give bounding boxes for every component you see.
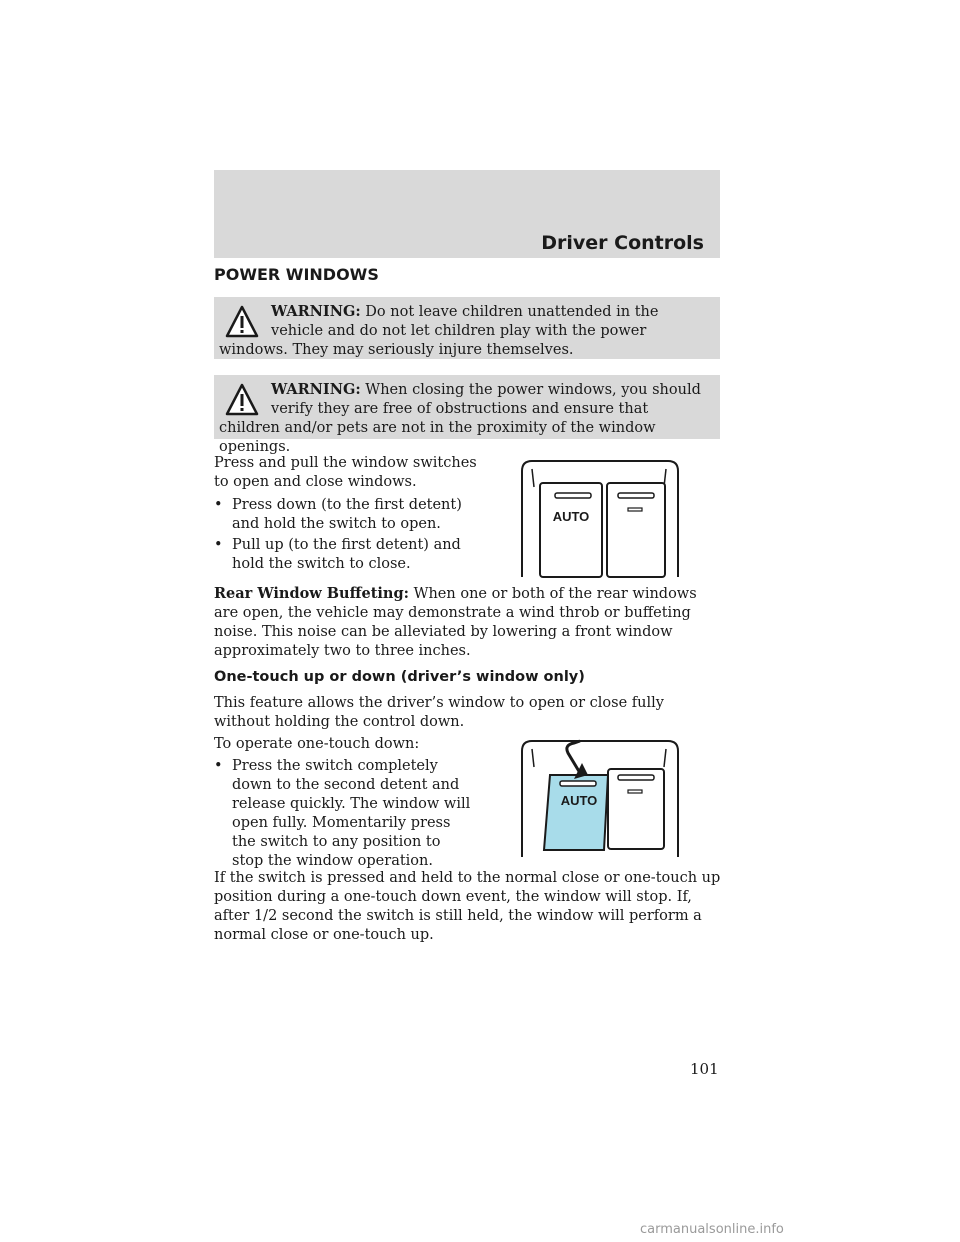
- page-header-title: Driver Controls: [541, 232, 704, 254]
- page-number: 101: [690, 1060, 719, 1078]
- buffeting-paragraph: [214, 584, 724, 661]
- list-item-text: Pull up (to the first detent) and hold the switch to close.: [232, 537, 461, 572]
- bullet-dot: •: [214, 497, 223, 513]
- warning-box-1: [214, 297, 720, 359]
- buffeting-text: When one or both of the rear windows are open, the vehicle may demonstrate a wind throb or buffeting noise. This noise can be alleviated by lowering a front window approximately two to three inches.: [214, 586, 697, 659]
- onetouch-paragraph-3: If the switch is pressed and held to the normal close or one-touch up position during a one-touch down event, the window will stop. If, after 1/2 second the switch is still held, the window will perform a normal close or one-touch up.: [214, 870, 721, 943]
- watermark: carmanualsonline.info: [640, 1222, 784, 1237]
- warning-text: When closing the power windows, you should verify they are free of obstructions and ensure that children and/or pets are not in the proximity of the window openings.: [219, 382, 701, 455]
- window-switch-figure: [500, 455, 690, 585]
- bullet-dot: •: [214, 758, 223, 774]
- list-item-text: Press down (to the first detent) and hold the switch to open.: [232, 497, 462, 532]
- bullet-dot: •: [214, 537, 223, 553]
- buffeting-label: Rear Window Buffeting:: [214, 585, 409, 602]
- onetouch-heading: One-touch up or down (driver’s window only): [214, 669, 585, 685]
- auto-label: AUTO: [552, 509, 590, 524]
- one-touch-switch-figure: [500, 735, 690, 865]
- auto-label: AUTO: [560, 793, 598, 808]
- header-band: [214, 170, 720, 258]
- list-item: [214, 536, 474, 574]
- warning-label: WARNING:: [271, 303, 361, 320]
- list-item: [214, 496, 474, 534]
- list-item: [214, 757, 474, 871]
- onetouch-paragraph-2: To operate one-touch down:: [214, 736, 420, 752]
- warning-triangle-icon: [225, 383, 259, 417]
- list-item-text: Press the switch completely down to the second detent and release quickly. The window will open fully. Momentarily press the switch to any position to stop the window operation.: [232, 758, 471, 869]
- warning-text: Do not leave children unattended in the vehicle and do not let children play with the power windows. They may seriously injure themselves.: [219, 304, 659, 358]
- down-arrow-icon: [567, 741, 588, 779]
- warning-box-2: [214, 375, 720, 455]
- passenger-window-switch: [608, 769, 664, 849]
- intro-paragraph: Press and pull the window switches to open and close windows.: [214, 455, 477, 490]
- warning-label: WARNING:: [271, 381, 361, 398]
- onetouch-paragraph-1: This feature allows the driver’s window to open or close fully without holding the control down.: [214, 695, 664, 730]
- section-title: POWER WINDOWS: [214, 265, 379, 284]
- warning-triangle-icon: [225, 305, 259, 339]
